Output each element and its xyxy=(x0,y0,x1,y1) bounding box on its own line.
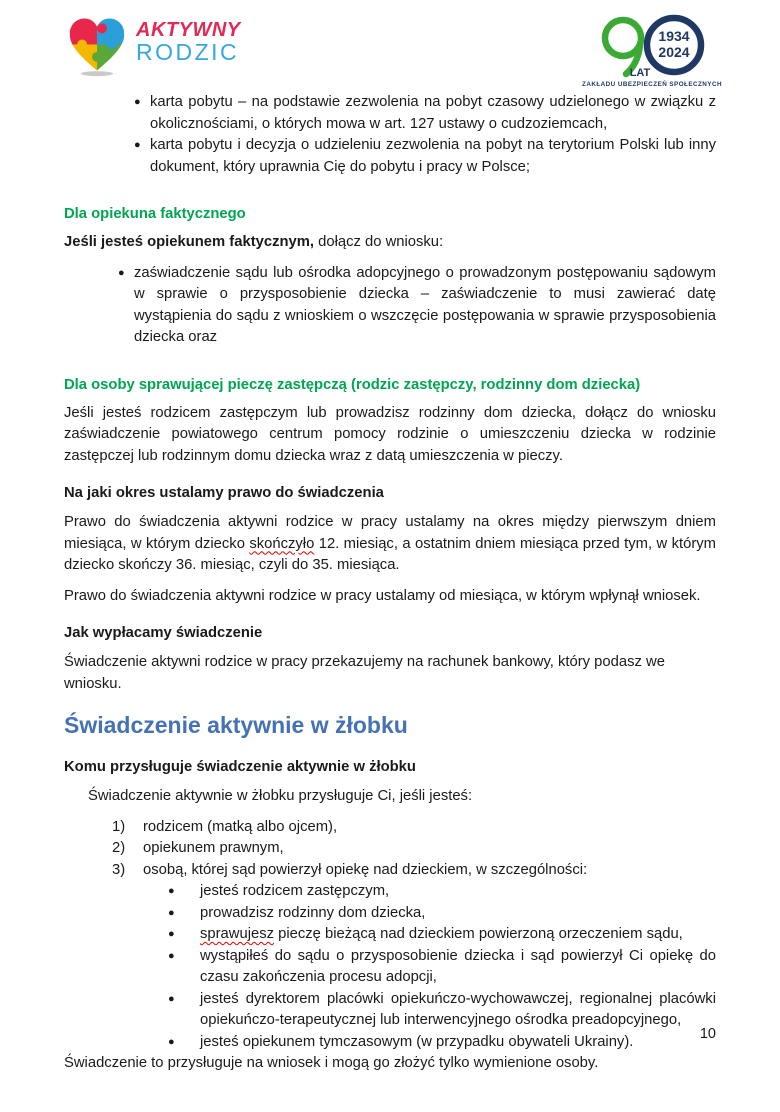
spellcheck-word: sprawujesz xyxy=(200,926,275,942)
bullet-icon: ● xyxy=(118,266,125,279)
list-item xyxy=(64,881,716,903)
paragraph-opiekun-intro xyxy=(64,232,716,254)
zus-year-bottom: 2024 xyxy=(658,44,690,60)
bullet-icon: ● xyxy=(134,96,141,108)
number-marker: 3) xyxy=(112,861,126,878)
numbered-item xyxy=(64,860,716,882)
bullet-icon: ● xyxy=(168,885,175,897)
paragraph-okres xyxy=(64,512,716,577)
text-run: pieczę bieżącą nad dzieckiem powierzoną orzeczeniem sądu, xyxy=(274,926,683,942)
numbered-text: rodzicem (matką albo ojcem), xyxy=(143,818,338,835)
zus-90-lat-logo xyxy=(582,14,722,88)
list-item xyxy=(64,92,716,135)
paragraph-piecza: Jeśli jesteś rodzicem zastępczym lub prowadzisz rodzinny dom dziecka, dołącz do wniosku zaświadczenie powiatowego centrum pomocy rodzinie o umieszczeniu dziecka w rodzinie zastępczej lub rodzinnym domu dziecka wraz z datą umieszczenia w pieczy. xyxy=(64,404,716,464)
zus-90-icon xyxy=(593,14,711,80)
bullet-icon: ● xyxy=(134,139,141,151)
page-number: 10 xyxy=(699,1026,716,1042)
list-item xyxy=(64,135,716,178)
logo-text-aktywny: AKTYWNY xyxy=(136,19,241,41)
paragraph-okres-2: Prawo do świadczenia aktywni rodzice w pracy ustalamy od miesiąca, w którym wpłynął wniosek. xyxy=(64,587,701,604)
list-item xyxy=(64,1032,716,1054)
bullet-text: karta pobytu – na podstawie zezwolenia na pobyt czasowy udzielonego w związku z okolicznościami, o których mowa w art. 127 ustawy o cudzoziemcach, xyxy=(150,94,716,132)
bullet-text xyxy=(200,924,716,946)
list-item xyxy=(64,946,716,989)
bullet-text: karta pobytu i decyzja o udzieleniu zezwolenia na pobyt na terytorium Polski lub inny dokument, który uprawnia Cię do pobytu i pracy w Polsce; xyxy=(150,137,716,175)
bullet-icon: ● xyxy=(168,949,175,962)
list-item xyxy=(64,903,716,925)
page-header xyxy=(0,14,780,92)
document-body xyxy=(64,92,716,1075)
subheading-okres: Na jaki okres ustalamy prawo do świadczenia xyxy=(64,485,384,501)
paragraph-closing: Świadczenie to przysługuje na wniosek i mogą go złożyć tylko wymienione osoby. xyxy=(64,1055,599,1071)
list-item xyxy=(64,263,716,349)
section-heading-piecza-zastepcza: Dla osoby sprawującej pieczę zastępczą (rodzic zastępczy, rodzinny dom dziecka) xyxy=(64,376,641,393)
heart-puzzle-icon xyxy=(66,16,128,78)
numbered-item xyxy=(64,817,716,839)
bullet-text: jesteś dyrektorem placówki opiekuńczo-wychowawczej, regionalnej placówki opiekuńczo-terapeutycznej lub interwencyjnego ośrodka preadopcyjnego, xyxy=(200,990,716,1028)
number-marker: 1) xyxy=(112,818,126,835)
numbered-text: osobą, której sąd powierzył opiekę nad dzieckiem, w szczególności: xyxy=(143,861,588,878)
bullet-icon: ● xyxy=(168,1035,175,1048)
subheading-wyplata: Jak wypłacamy świadczenie xyxy=(64,625,263,641)
bullet-icon: ● xyxy=(168,992,175,1005)
bold-run: Jeśli jesteś opiekunem faktycznym, xyxy=(64,234,315,250)
bullet-text: jesteś rodzicem zastępczym, xyxy=(200,883,390,899)
chapter-heading-zlobek: Świadczenie aktywnie w żłobku xyxy=(64,712,408,738)
zus-year-top: 1934 xyxy=(658,28,690,44)
bullet-text: wystąpiłeś do sądu o przysposobienie dziecka i sąd powierzył Ci opiekę do czasu zakończenia procesu adopcji, xyxy=(200,947,716,985)
text-run: Prawo do świadczenia aktywni rodzice w pracy ustalamy na okres między pierwszym dniem miesiąca, w którym dziecko xyxy=(64,514,716,552)
zus-subtitle: ZAKŁADU UBEZPIECZEŃ SPOŁECZNYCH xyxy=(582,81,722,88)
bullet-text: prowadzisz rodzinny dom dziecka, xyxy=(200,904,426,921)
bullet-icon: ● xyxy=(168,928,175,940)
aktywny-rodzic-logo xyxy=(66,16,241,78)
bullet-text: jesteś opiekunem tymczasowym (w przypadku obywateli Ukrainy). xyxy=(200,1033,634,1050)
paragraph-komu-intro: Świadczenie aktywnie w żłobku przysługuje Ci, jeśli jesteś: xyxy=(88,788,473,804)
numbered-text: opiekunem prawnym, xyxy=(143,840,284,856)
list-item xyxy=(64,924,716,946)
zus-lat-label: LAT xyxy=(629,67,651,79)
text-run: dołącz do wniosku: xyxy=(314,234,444,250)
logo-text-rodzic: RODZIC xyxy=(136,39,240,65)
section-heading-opiekun-faktyczny: Dla opiekuna faktycznego xyxy=(64,206,246,222)
number-marker: 2) xyxy=(112,840,126,856)
text-run: 12. miesiąc, a ostatnim dniem miesiąca przed tym, w którym dziecko skończy 36. miesiąc, czyli do 35. miesiąca. xyxy=(64,535,716,573)
numbered-item xyxy=(64,838,716,860)
spellcheck-word: skończyło xyxy=(249,535,315,552)
logo-wordmark xyxy=(136,20,241,64)
paragraph-wyplata: Świadczenie aktywni rodzice w pracy przekazujemy na rachunek bankowy, który podasz we wniosku. xyxy=(64,654,665,692)
list-item xyxy=(64,989,716,1032)
subheading-komu: Komu przysługuje świadczenie aktywnie w żłobku xyxy=(64,759,416,775)
bullet-text: zaświadczenie sądu lub ośrodka adopcyjnego o prowadzonym postępowaniu sądowym w sprawie o przysposobienie dziecka – zaświadczenie to musi zawierać datę wystąpienia do sądu z wnioskiem o wszczęcie postępowania w sprawie przysposobienia dziecka oraz xyxy=(134,264,716,345)
bullet-icon: ● xyxy=(168,906,175,919)
